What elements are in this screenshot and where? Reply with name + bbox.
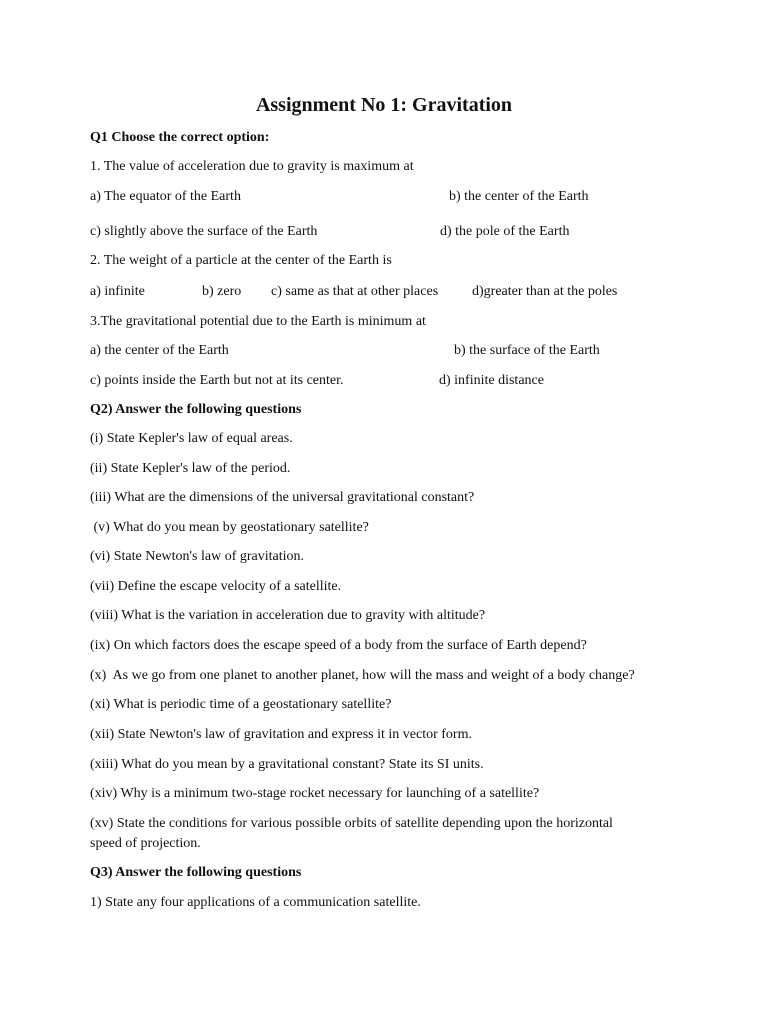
q2-item: (vii) Define the escape velocity of a satellite. — [90, 579, 342, 594]
q2-item: (ii) State Kepler's law of the period. — [90, 461, 291, 476]
q2-item: (vi) State Newton's law of gravitation. — [90, 549, 305, 564]
q2-item: (viii) What is the variation in acceleration due to gravity with altitude? — [90, 608, 486, 623]
q3-heading: Q3) Answer the following questions — [90, 865, 302, 880]
q2-heading: Q2) Answer the following questions — [90, 402, 302, 417]
q2-item: (ix) On which factors does the escape speed of a body from the surface of Earth depend? — [90, 638, 587, 653]
q3-item: 1) State any four applications of a communication satellite. — [90, 895, 421, 910]
q1-1-option-a: a) The equator of the Earth — [90, 189, 241, 204]
q2-item: (xiv) Why is a minimum two-stage rocket necessary for launching of a satellite? — [90, 786, 540, 801]
q1-2-option-a: a) infinite — [90, 284, 145, 299]
q1-3-option-b: b) the surface of the Earth — [454, 343, 600, 358]
q2-item: (xi) What is periodic time of a geostationary satellite? — [90, 697, 392, 712]
q2-item: (xiii) What do you mean by a gravitational constant? State its SI units. — [90, 757, 484, 772]
q2-item-continuation: speed of projection. — [90, 836, 201, 851]
page-title: Assignment No 1: Gravitation — [255, 94, 513, 116]
q1-question-2: 2. The weight of a particle at the center of the Earth is — [90, 253, 392, 268]
q1-1-option-c: c) slightly above the surface of the Earth — [90, 224, 318, 239]
q1-1-option-d: d) the pole of the Earth — [440, 224, 570, 239]
q1-3-option-d: d) infinite distance — [439, 373, 544, 388]
q1-heading: Q1 Choose the correct option: — [90, 130, 270, 145]
q1-2-option-c: c) same as that at other places — [271, 284, 439, 299]
q1-question-1: 1. The value of acceleration due to gravity is maximum at — [90, 159, 414, 174]
q2-item: (xv) State the conditions for various possible orbits of satellite depending upon the horizontal — [90, 816, 613, 831]
q1-3-option-c: c) points inside the Earth but not at its center. — [90, 373, 344, 388]
q2-item: (iii) What are the dimensions of the universal gravitational constant? — [90, 490, 475, 505]
q2-item: (v) What do you mean by geostationary satellite? — [90, 520, 369, 535]
q1-question-3: 3.The gravitational potential due to the Earth is minimum at — [90, 314, 426, 329]
q1-2-option-d: d)greater than at the poles — [472, 284, 618, 299]
q2-item: (i) State Kepler's law of equal areas. — [90, 431, 293, 446]
q1-1-option-b: b) the center of the Earth — [449, 189, 589, 204]
q1-2-option-b: b) zero — [202, 284, 242, 299]
q2-item: (xii) State Newton's law of gravitation and express it in vector form. — [90, 727, 472, 742]
q1-3-option-a: a) the center of the Earth — [90, 343, 229, 358]
q2-item: (x) As we go from one planet to another planet, how will the mass and weight of a body change? — [90, 668, 635, 683]
